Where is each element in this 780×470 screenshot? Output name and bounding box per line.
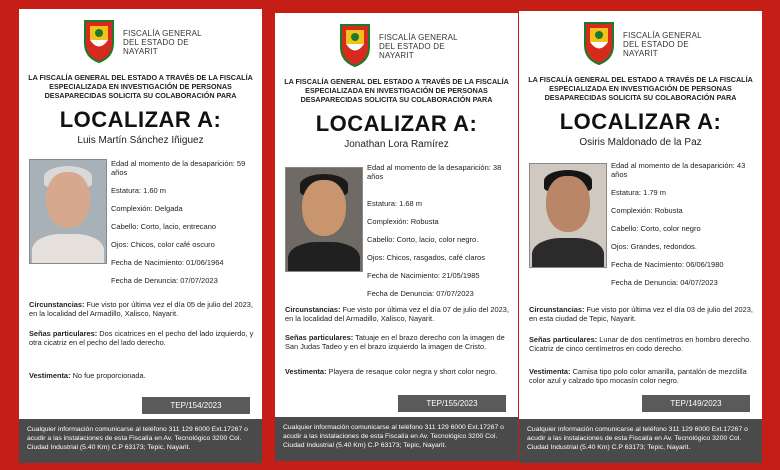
intro-text: LA FISCALÍA GENERAL DEL ESTADO A TRAVÉS DE LA FISCALÍA ESPECIALIZADA EN INVESTIGACIÓN DE PERSONAS DESAPARECIDAS SOLICITA SU COLABORACIÓN PARA xyxy=(528,75,753,102)
senas-particulares: Señas particulares: Dos cicatrices en el pecho del lado izquierdo, y otra cicatriz en el pecho del lado derecho. xyxy=(29,329,254,348)
vestimenta: Vestimenta: No fue proporcionada. xyxy=(29,371,146,380)
agency-name: FISCALÍA GENERAL DEL ESTADO DE NAYARIT xyxy=(379,33,458,60)
senas-particulares: Señas particulares: Lunar de dos centímetros en hombro derecho. Cicatriz de cinco centímetros en codo derecho. xyxy=(529,335,752,354)
senas-particulares: Señas particulares: Tatuaje en el brazo derecho con la imagen de San Judas Tadeo y en el brazo izquierdo la imagen de Cristo. xyxy=(285,333,505,352)
person-facts: Edad al momento de la desaparición: 38 años Estatura: 1.68 m Complexión: Robusta Cabello: Corto, lacio, color negro. Ojos: Chicos, rasgados, café claros Fecha de Nacimiento: 21/05/1985 Fecha de Denuncia: 07/07/2023 xyxy=(367,163,502,298)
contact-footer: Cualquier información comunicarse al teléfono 311 129 6000 Ext.17267 o acudir a las instalaciones de esta Fiscalía en Av. Tecnológico 3200 Col. Ciudad Industrial (5.40 Km) C.P 63173; Tepic, Nayarit. xyxy=(19,419,262,463)
agency-name: FISCALÍA GENERAL DEL ESTADO DE NAYARIT xyxy=(623,31,702,58)
nayarit-seal-icon xyxy=(339,21,371,67)
missing-person-card-1 xyxy=(19,9,262,463)
person-name: Jonathan Lora Ramírez xyxy=(344,139,449,150)
person-name: Luis Martín Sánchez Iñiguez xyxy=(77,135,204,146)
agency-header xyxy=(275,19,518,71)
intro-text: LA FISCALÍA GENERAL DEL ESTADO A TRAVÉS DE LA FISCALÍA ESPECIALIZADA EN INVESTIGACIÓN DE PERSONAS DESAPARECIDAS SOLICITA SU COLABORACIÓN PARA xyxy=(28,73,253,100)
missing-person-card-3 xyxy=(519,11,762,463)
contact-footer: Cualquier información comunicarse al teléfono 311 129 6000 Ext.17267 o acudir a las instalaciones de esta Fiscalía en Av. Tecnológico 3200 Col. Ciudad Industrial (5.40 Km) C.P 63173; Tepic, Nayarit. xyxy=(519,419,762,463)
folio-badge: TEP/149/2023 xyxy=(642,395,750,412)
circunstancias: Circunstancias: Fue visto por última vez el día 03 de julio del 2023, en esta ciudad de Tepic, Nayarit. xyxy=(529,305,753,324)
person-name: Osiris Maldonado de la Paz xyxy=(579,137,702,148)
folio-badge: TEP/154/2023 xyxy=(142,397,250,414)
nayarit-seal-icon xyxy=(83,17,115,63)
localizar-heading: LOCALIZAR A: xyxy=(559,109,722,134)
localizar-heading: LOCALIZAR A: xyxy=(59,107,222,132)
folio-badge: TEP/155/2023 xyxy=(398,395,506,412)
person-photo xyxy=(29,159,107,264)
missing-person-card-2 xyxy=(275,13,518,461)
person-facts: Edad al momento de la desaparición: 43 años Estatura: 1.79 m Complexión: Robusta Cabello: Corto, color negro Ojos: Grandes, redondos. Fecha de Nacimiento: 06/06/1980 Fecha de Denuncia: 04/07/2023 xyxy=(611,161,746,287)
nayarit-seal-icon xyxy=(583,19,615,65)
agency-name: FISCALÍA GENERAL DEL ESTADO DE NAYARIT xyxy=(123,29,202,56)
person-photo xyxy=(529,163,607,268)
contact-footer: Cualquier información comunicarse al teléfono 311 129 6000 Ext.17267 o acudir a las instalaciones de esta Fiscalía en Av. Tecnológico 3200 Col. Ciudad Industrial (5.40 Km) C.P 63173; Tepic, Nayarit. xyxy=(275,417,518,461)
agency-header xyxy=(19,15,262,67)
circunstancias: Circunstancias: Fue visto por última vez el día 05 de julio del 2023, en la localidad del Armadillo, Xalisco, Nayarit. xyxy=(29,300,253,319)
person-photo xyxy=(285,167,363,272)
vestimenta: Vestimenta: Camisa tipo polo color amarilla, pantalón de mezclilla color azul y calzado tipo mocasín color negro. xyxy=(529,367,747,386)
circunstancias: Circunstancias: Fue visto por última vez el día 07 de julio del 2023, en la localidad del Armadillo, Xalisco, Nayarit. xyxy=(285,305,509,324)
localizar-heading: LOCALIZAR A: xyxy=(315,111,478,136)
person-facts: Edad al momento de la desaparición: 59 años Estatura: 1.60 m Complexión: Delgada Cabello: Corto, lacio, entrecano Ojos: Chicos, color café oscuro Fecha de Nacimiento: 01/06/1964 Fecha de Denuncia: 07/07/2023 xyxy=(111,159,246,285)
intro-text: LA FISCALÍA GENERAL DEL ESTADO A TRAVÉS DE LA FISCALÍA ESPECIALIZADA EN INVESTIGACIÓN DE PERSONAS DESAPARECIDAS SOLICITA SU COLABORACIÓN PARA xyxy=(284,77,509,104)
vestimenta: Vestimenta: Playera de resaque color negra y short color negro. xyxy=(285,367,497,376)
agency-header xyxy=(519,17,762,69)
